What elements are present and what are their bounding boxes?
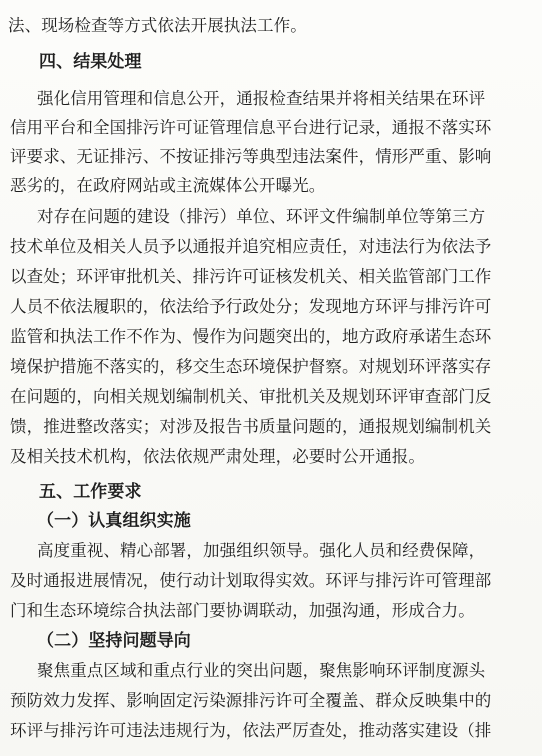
paragraph-line: 及相关技术机构，依法依规严肃处理，必要时公开通报。 — [10, 447, 425, 466]
paragraph-line: 环评与排污许可违法违规行为，依法严厉查处，推动落实建设（排 — [10, 721, 492, 740]
paragraph-line: 监管和执法工作不作为、慢作为问题突出的，地方政府承诺生态环 — [10, 327, 492, 346]
paragraph-line: 对存在问题的建设（排污）单位、环评文件编制单位等第三方 — [37, 207, 486, 226]
paragraph-line: 以查处；环评审批机关、排污许可证核发机关、相关监管部门工作 — [10, 267, 492, 286]
subsection-heading: （二）坚持问题导向 — [37, 631, 191, 651]
section-heading: 五、工作要求 — [39, 482, 142, 502]
paragraph-line: 在问题的，向相关规划编制机关、审批机关及规划环评审查部门反 — [10, 387, 492, 406]
text-line: 法、现场检查等方式依法开展执法工作。 — [8, 16, 307, 35]
paragraph-line: 境保护措施不落实的，移交生态环境保护督察。对规划环评落实存 — [10, 357, 492, 376]
paragraph-line: 门和生态环境综合执法部门要协调联动，加强沟通，形成合力。 — [10, 601, 475, 620]
paragraph-line: 聚焦重点区域和重点行业的突出问题，聚焦影响环评制度源头 — [37, 661, 486, 680]
paragraph-line: 恶劣的，在政府网站或主流媒体公开曝光。 — [10, 176, 326, 195]
paragraph-line: 信用平台和全国排污许可证管理信息平台进行记录，通报不落实环 — [10, 118, 492, 137]
paragraph-line: 高度重视、精心部署，加强组织领导。强化人员和经费保障， — [37, 541, 486, 560]
paragraph-line: 强化信用管理和信息公开，通报检查结果并将相关结果在环评 — [37, 89, 486, 108]
paragraph-line: 预防效力发挥、影响固定污染源排污许可全覆盖、群众反映集中的 — [10, 691, 492, 710]
section-heading: 四、结果处理 — [39, 52, 142, 72]
paragraph-line: 馈，推进整改落实；对涉及报告书质量问题的，通报规划编制机关 — [10, 417, 492, 436]
paragraph-line: 技术单位及相关人员予以通报并追究相应责任，对违法行为依法予 — [10, 237, 492, 256]
paragraph-line: 评要求、无证排污、不按证排污等典型违法案件，情形严重、影响 — [10, 147, 492, 166]
paragraph-line: 人员不依法履职的，依法给予行政处分；发现地方环评与排污许可 — [10, 297, 492, 316]
subsection-heading: （一）认真组织实施 — [37, 511, 191, 531]
paragraph-line: 及时通报进展情况，使行动计划取得实效。环评与排污许可管理部 — [10, 571, 492, 590]
